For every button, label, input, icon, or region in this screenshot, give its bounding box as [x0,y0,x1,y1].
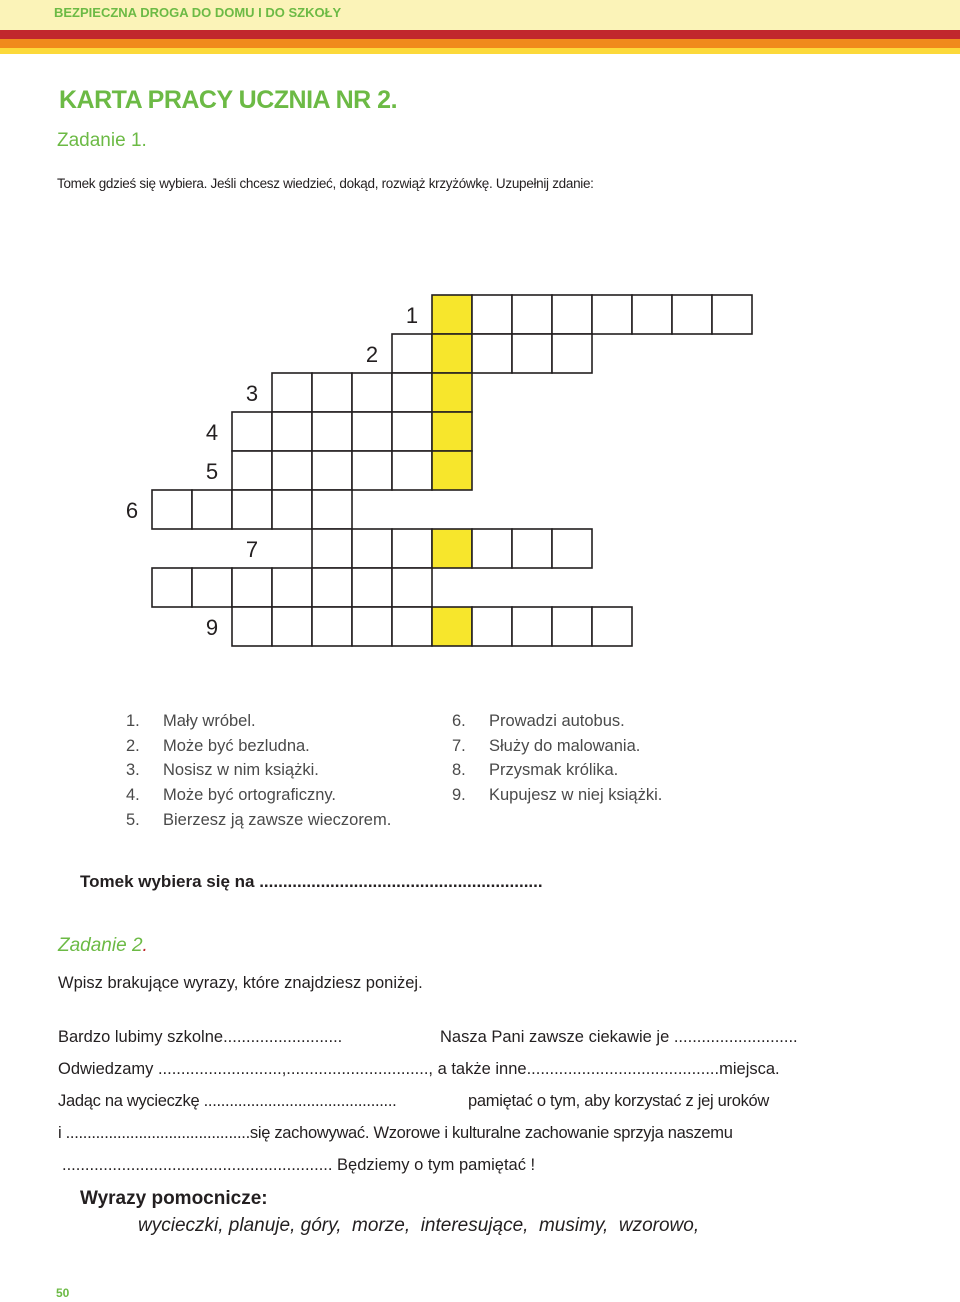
crossword-cell[interactable] [232,607,272,646]
crossword-cell[interactable] [352,607,392,646]
helper-word: wycieczki [138,1215,219,1236]
crossword-cell[interactable] [472,529,512,568]
crossword-row-number: 7 [245,537,259,562]
page-title: KARTA PRACY UCZNIA NR 2. [59,86,398,114]
series-title: BEZPIECZNA DROGA DO DOMU I DO SZKOŁY [54,5,342,20]
crossword-cell[interactable] [272,568,312,607]
clue-item: 3. Nosisz w nim książki. [126,761,319,780]
helper-word: planuje [228,1215,291,1236]
crossword-cell[interactable] [192,568,232,607]
helper-words: wycieczki, planuje, góry, morze, interesujące, musimy, wzorowo, [138,1215,700,1236]
fill-line-4: i ...........................................się zachowywać. Wzorowe i kulturalne zachowanie sprzyja naszemu [58,1124,733,1142]
crossword-cell[interactable] [192,490,232,529]
clue-item: 4. Może być ortograficzny. [126,786,337,805]
crossword-answer-sentence: Tomek wybiera się na ............................................................ [80,872,543,891]
fill-line-3b: pamiętać o tym, aby korzystać z jej uroków [468,1092,770,1110]
helper-word: morze [352,1215,405,1236]
crossword-solution-cell[interactable] [432,451,472,490]
crossword-cell[interactable] [552,334,592,373]
crossword-solution-cell[interactable] [432,412,472,451]
crossword-solution-cell[interactable] [432,295,472,334]
clue-item: 9. Kupujesz w niej książki. [452,786,663,805]
crossword-row-number: 1 [405,303,419,328]
crossword-cell[interactable] [272,373,312,412]
helper-words-title: Wyrazy pomocnicze: [80,1188,268,1209]
crossword-cell[interactable] [272,490,312,529]
helper-word: wzorowo [618,1215,694,1236]
helper-word: interesujące [420,1215,524,1236]
crossword-row-number: 5 [205,459,219,484]
crossword-cell[interactable] [472,295,512,334]
crossword-cell[interactable] [632,295,672,334]
crossword-cell[interactable] [592,607,632,646]
crossword-row-number: 2 [365,342,379,367]
clue-item: 1. Mały wróbel. [126,712,256,730]
clues-right [452,709,662,808]
crossword-cell[interactable] [472,334,512,373]
crossword-cell[interactable] [352,451,392,490]
clue-item: 5. Bierzesz ją zawsze wieczorem. [126,810,392,829]
crossword-cell[interactable] [672,295,712,334]
crossword-solution-cell[interactable] [432,373,472,412]
task1-heading: Zadanie 1. [57,130,147,151]
clue-item: 6. Prowadzi autobus. [452,712,625,730]
crossword-cell[interactable] [232,568,272,607]
crossword-cell[interactable] [592,295,632,334]
crossword-cell[interactable] [392,607,432,646]
crossword-cell[interactable] [312,529,352,568]
task1-intro: Tomek gdzieś się wybiera. Jeśli chcesz wiedzieć, dokąd, rozwiąż krzyżówkę. Uzupełnij zdanie: [57,176,594,191]
crossword-cell[interactable] [712,295,752,334]
crossword-row-number: 4 [205,420,219,445]
crossword-row-number: 6 [125,498,139,523]
fill-line-5: ........................................................... Będziemy o tym pamiętać ! [62,1156,536,1174]
crossword-cell[interactable] [352,412,392,451]
crossword-solution-cell[interactable] [432,334,472,373]
crossword-cell[interactable] [552,607,592,646]
crossword-cell[interactable] [472,607,512,646]
fill-line-1a: Bardzo lubimy szkolne.......................... [58,1028,343,1046]
crossword-cell[interactable] [152,490,192,529]
crossword-row-number: 9 [205,615,219,640]
crossword-cell[interactable] [352,373,392,412]
crossword-cell[interactable] [512,529,552,568]
fill-line-1b: Nasza Pani zawsze ciekawie je ........................... [440,1028,798,1046]
crossword-cell[interactable] [512,334,552,373]
clue-item: 2. Może być bezludna. [126,736,310,755]
crossword-cell[interactable] [392,334,432,373]
crossword-cell[interactable] [312,412,352,451]
crossword-cell[interactable] [512,295,552,334]
clue-item: 8. Przysmak królika. [452,761,619,780]
crossword-cell[interactable] [232,490,272,529]
crossword-cell[interactable] [392,451,432,490]
fill-line-3a: Jadąc na wycieczkę ............................................. [58,1092,397,1110]
helper-word: góry [300,1215,337,1236]
crossword-cell[interactable] [152,568,192,607]
crossword-cell[interactable] [272,607,312,646]
crossword-row-number: 3 [245,381,259,406]
crossword-cell[interactable] [272,451,312,490]
crossword-cell[interactable] [512,607,552,646]
fill-line-2: Odwiedzamy ...........................,..............................., a także inne..........................................miejsca. [58,1060,780,1078]
crossword-solution-cell[interactable] [432,607,472,646]
crossword-solution-cell[interactable] [432,529,472,568]
clues-left [126,709,391,833]
crossword-cell[interactable] [392,568,432,607]
page-number: 50 [56,1286,70,1300]
task2-instruction: Wpisz brakujące wyrazy, które znajdziesz poniżej. [58,974,423,992]
crossword-cell[interactable] [392,412,432,451]
crossword-cell[interactable] [312,607,352,646]
crossword-cell[interactable] [272,412,312,451]
crossword-cell[interactable] [312,373,352,412]
crossword-cell[interactable] [312,451,352,490]
helper-word: musimy [538,1215,604,1236]
crossword-cell[interactable] [312,568,352,607]
crossword-cell[interactable] [352,529,392,568]
crossword-cell[interactable] [392,373,432,412]
task2-heading: Zadanie 2. [58,935,148,956]
crossword-cell[interactable] [232,451,272,490]
crossword-cell[interactable] [392,529,432,568]
crossword-cell[interactable] [552,295,592,334]
crossword-cell[interactable] [552,529,592,568]
crossword-cell[interactable] [352,568,392,607]
crossword-cell[interactable] [232,412,272,451]
crossword-cell[interactable] [312,490,352,529]
clue-item: 7. Służy do malowania. [452,736,641,755]
